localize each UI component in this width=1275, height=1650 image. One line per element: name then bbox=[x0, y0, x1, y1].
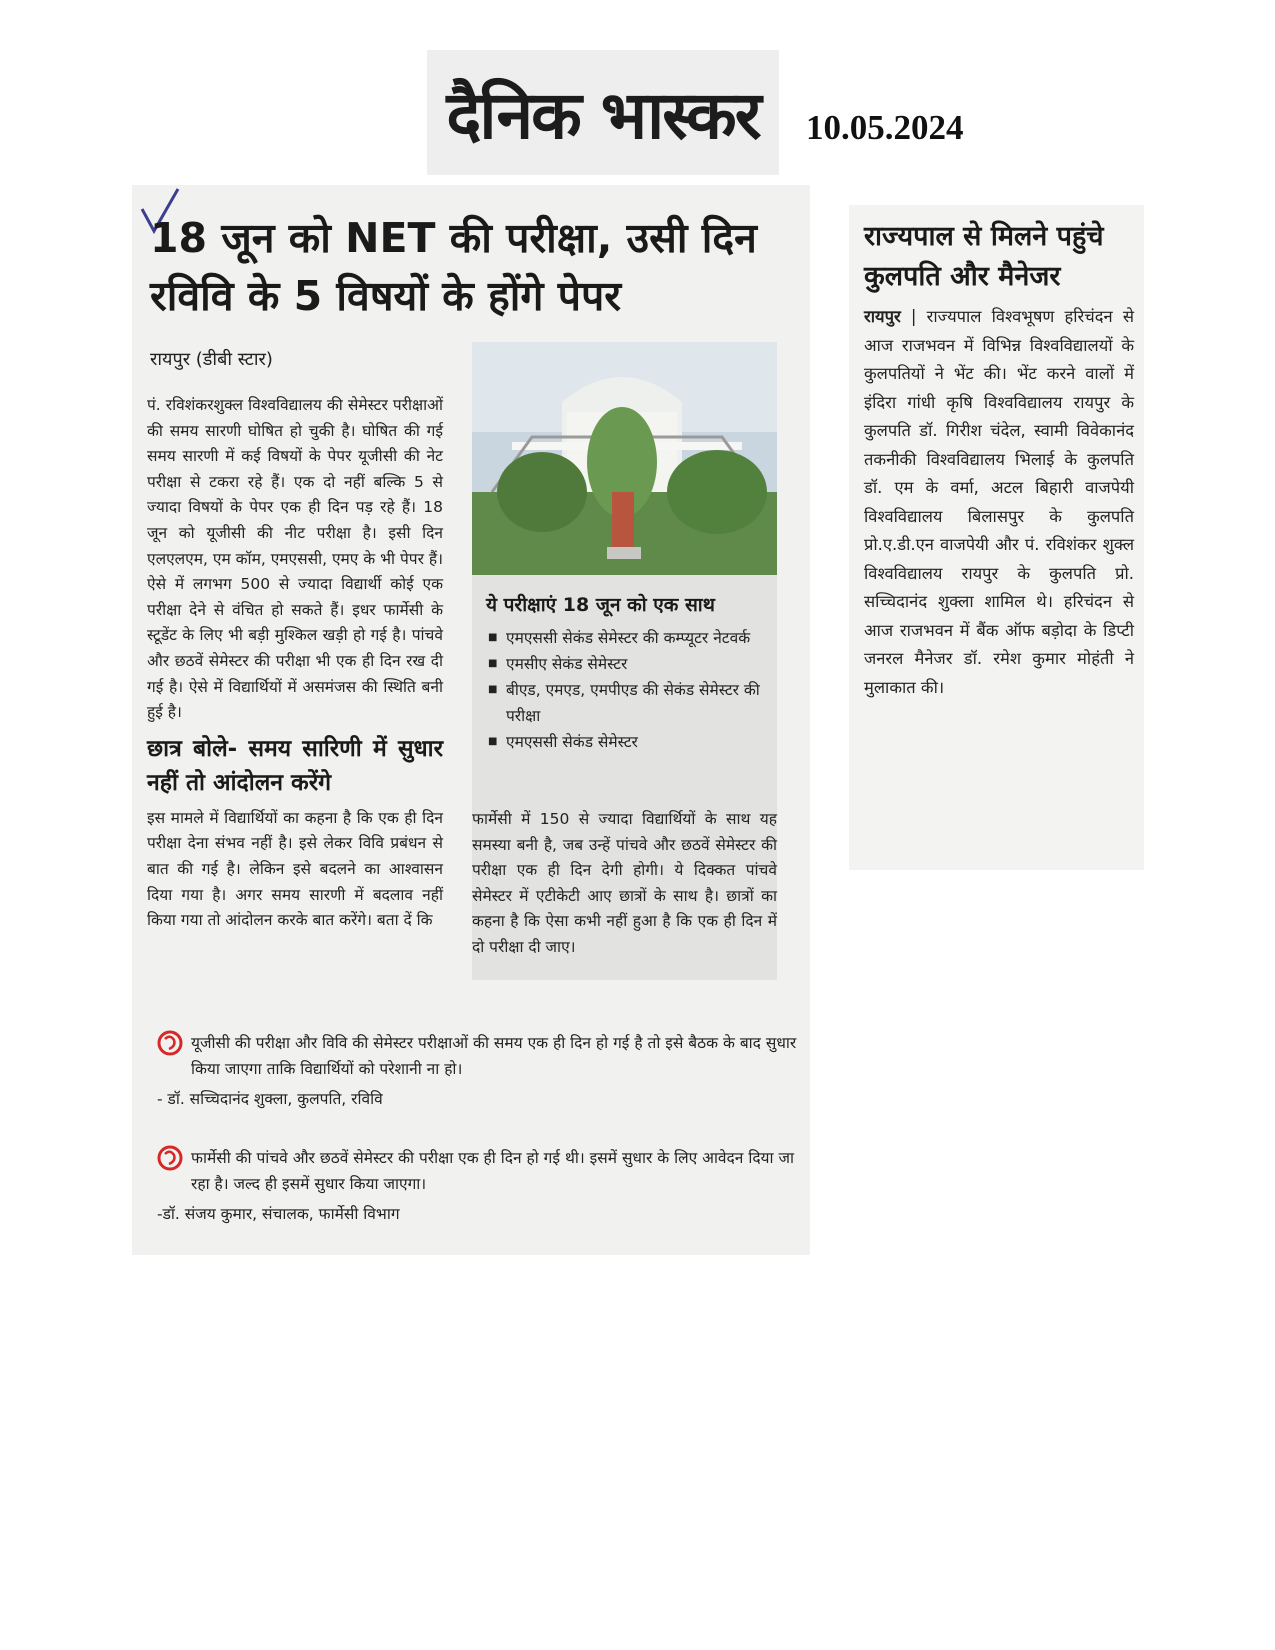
publication-date: 10.05.2024 bbox=[806, 108, 964, 147]
article-paragraph: इस मामले में विद्यार्थियों का कहना है कि एक ही दिन परीक्षा देना संभव नहीं है। इसे लेकर विवि प्रबंधन से बात की गई है। लेकिन इसे बदलने का आश्वासन दिया गया है। अगर समय सारणी में बदलाव नहीं किया गया तो आंदोलन करके बात करेंगे। बता दें कि bbox=[147, 808, 443, 930]
quote-icon bbox=[157, 1030, 183, 1056]
quote-author: -डॉ. संजय कुमार, संचालक, फार्मेसी विभाग bbox=[157, 1205, 400, 1223]
article-right-column bbox=[472, 807, 777, 961]
article-paragraph: फार्मेसी में 150 से ज्यादा विद्यार्थियों के साथ यह समस्या बनी है, जब उन्हें पांचवे और छठवें सेमेस्टर की परीक्षा एक ही दिन देगी होगी। ये दिक्कत पांचवे सेमेस्टर में एटीकेटी आए छात्रों के साथ है। छात्रों का कहना है कि ऐसा कभी नहीं हुआ है कि एक ही दिन में दो परीक्षा दी जाए। bbox=[472, 810, 777, 956]
article-left-column bbox=[147, 393, 443, 934]
university-building-image bbox=[472, 342, 777, 575]
exam-list bbox=[472, 625, 777, 755]
quote-icon bbox=[157, 1145, 183, 1171]
side-article-headline: राज्यपाल से मिलने पहुंचे कुलपति और मैनेजर bbox=[864, 221, 1104, 292]
article-headline: 18 जून को NET की परीक्षा, उसी दिन रविवि के 5 विषयों के होंगे पेपर bbox=[150, 214, 757, 320]
side-article-dateline: रायपुर bbox=[864, 307, 901, 326]
university-photo bbox=[472, 342, 777, 575]
newspaper-name: दैनिक भास्कर bbox=[446, 76, 760, 154]
quote-text: फार्मेसी की पांचवे और छठवें सेमेस्टर की परीक्षा एक ही दिन हो गई थी। इसमें सुधार के लिए आवेदन दिया जा रहा है। जल्द ही इसमें सुधार किया जाएगा। bbox=[191, 1149, 795, 1193]
article-paragraph: पं. रविशंकरशुक्ल विश्वविद्यालय की सेमेस्टर परीक्षाओं की समय सारणी घोषित हो चुकी है। घोषित की गई समय सारणी में कई विषयों के पेपर यूजीसी की नेट परीक्षा से टकरा रहे हैं। एक दो नहीं बल्कि 5 से ज्यादा विषयों के पेपर एक ही दिन पड़ रहे हैं। 18 जून को यूजीसी की नीट परीक्षा है। इसी दिन एलएलएम, एम कॉम, एमएससी, एमए के भी पेपर हैं। ऐसे में लगभग 500 से ज्यादा विद्यार्थी कोई एक परीक्षा देने से वंचित हो सकते हैं। इधर फार्मेसी के स्टूडेंट के लिए भी बड़ी मुश्किल खड़ी हो गई है। पांचवे और छठवें सेमेस्टर की परीक्षा भी एक ही दिन रख दी गई है। ऐसे में विद्यार्थियों में असमंजस की स्थिति बनी हुई है। bbox=[147, 396, 443, 722]
list-item: ■ बीएड, एमएड, एमपीएड की सेकंड सेमेस्टर की परीक्षा bbox=[486, 677, 777, 729]
main-article-clipping bbox=[132, 185, 810, 1255]
quote-author: - डॉ. सच्चिदानंद शुक्ला, कुलपति, रविवि bbox=[157, 1090, 383, 1108]
list-item: ■ एमसीए सेकंड सेमेस्टर bbox=[486, 651, 777, 677]
side-article-body: रायपुर | राज्यपाल विश्वभूषण हरिचंदन से आज राजभवन में विभिन्न विश्वविद्यालयों के कुलपतियों ने भेंट की। भेंट करने वालों में इंदिरा गांधी कृषि विश्वविद्यालय रायपुर के कुलपति डॉ. गिरीश चंदेल, स्वामी विवेकानंद तकनीकी विश्वविद्यालय भिलाई के कुलपति डॉ. एम के वर्मा, अटल बिहारी वाजपेयी विश्वविद्यालय बिलासपुर के कुलपति प्रो.ए.डी.एन वाजपेयी और पं. रविशंकर शुक्ल विश्वविद्यालय रायपुर के कुलपति प्रो. सच्चिदानंद शुक्ला शामिल थे। हरिचंदन से आज राजभवन में बैंक ऑफ बड़ोदा के डिप्टी जनरल मैनेजर डॉ. रमेश कुमार मोहंती ने मुलाकात की। bbox=[864, 307, 1134, 697]
article-dateline: रायपुर (डीबी स्टार) bbox=[150, 349, 273, 370]
exam-list-title: ये परीक्षाएं 18 जून को एक साथ bbox=[486, 594, 715, 616]
side-article-text: राज्यपाल विश्वभूषण हरिचंदन से आज राजभवन में विभिन्न विश्वविद्यालयों के कुलपतियों ने भेंट की। भेंट करने वालों में इंदिरा गांधी कृषि विश्वविद्यालय रायपुर के कुलपति डॉ. गिरीश चंदेल, स्वामी विवेकानंद तकनीकी विश्वविद्यालय भिलाई के कुलपति डॉ. एम के वर्मा, अटल बिहारी वाजपेयी विश्वविद्यालय बिलासपुर के कुलपति प्रो.ए.डी.एन वाजपेयी और पं. रविशंकर शुक्ल विश्वविद्यालय रायपुर के कुलपति प्रो. सच्चिदानंद शुक्ला शामिल थे। हरिचंदन से आज राजभवन में बैंक ऑफ बड़ोदा के डिप्टी जनरल मैनेजर डॉ. रमेश कुमार मोहंती ने मुलाकात की। bbox=[864, 307, 1134, 697]
side-article-clipping bbox=[849, 205, 1144, 870]
quote-block bbox=[147, 1030, 797, 1112]
quote-text: यूजीसी की परीक्षा और विवि की सेमेस्टर परीक्षाओं की समय एक ही दिन हो गई है तो इसे बैठक के बाद सुधार किया जाएगा ताकि विद्यार्थियों को परेशानी ना हो। bbox=[191, 1034, 797, 1078]
masthead-logo bbox=[427, 50, 779, 175]
article-subheading: छात्र बोले- समय सारिणी में सुधार नहीं तो आंदोलन करेंगे bbox=[147, 735, 443, 796]
list-item: ■ एमएससी सेकंड सेमेस्टर bbox=[486, 729, 777, 755]
list-item: ■ एमएससी सेकंड सेमेस्टर की कम्प्यूटर नेटवर्क bbox=[486, 625, 777, 651]
quote-block bbox=[147, 1145, 797, 1227]
